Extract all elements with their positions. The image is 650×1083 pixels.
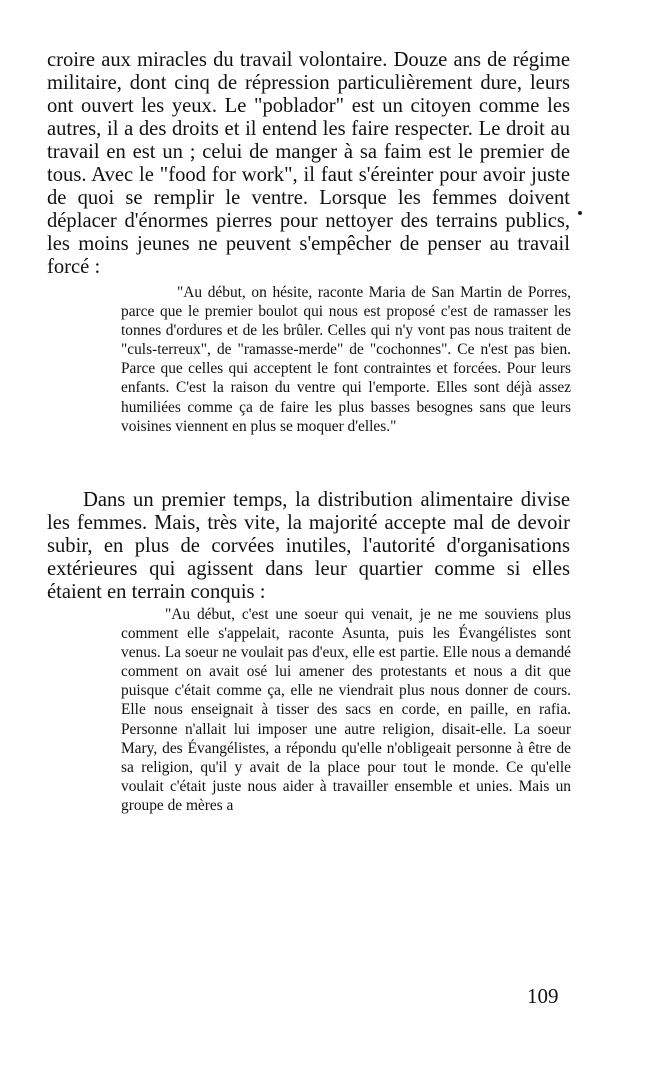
bullet-mark	[578, 211, 582, 215]
page-number: 109	[527, 984, 559, 1008]
block-quote-2: "Au début, c'est une soeur qui venait, je ne me souviens plus comment elle s'appelait, raconte Asunta, puis les Évangélistes sont venus. La soeur ne voulait pas d'eux, elle est partie. Elle nous a demandé comment on avait osé lui amener des protestants et nous a dit que puisque c'était comme ça, elle ne viendrait plus nous donner de cours. Elle nous enseignait à tisser des sacs en corde, en paille, en rafia. Personne n'allait lui imposer une autre religion, disait-elle. La soeur Mary, des Évangélistes, a répondu qu'elle n'obligeait personne à être de sa religion, qu'il y avait de la place pour tout le monde. Ce qu'elle voulait c'était juste nous aider à travailler ensemble et unies. Mais un groupe de mères a	[121, 606, 571, 814]
body-paragraph-2: Dans un premier temps, la distribution alimentaire divise les femmes. Mais, très vite, la majorité accepte mal de devoir subir, en plus de corvées inutiles, l'autorité d'organisations extérieures qui agissent dans leur quartier comme si elles étaient en terrain conquis :	[47, 489, 570, 603]
body-paragraph-1: croire aux miracles du travail volontaire. Douze ans de régime militaire, dont cinq de répression particulièrement dure, leurs ont ouvert les yeux. Le "poblador" est un citoyen comme les autres, il a des droits et il entend les faire respecter. Le droit au travail en est un ; celui de manger à sa faim est le premier de tous. Avec le "food for work", il faut s'éreinter pour avoir juste de quoi se remplir le ventre. Lorsque les femmes doivent déplacer d'énormes pierres pour nettoyer des terrains publics, les moins jeunes ne peuvent s'empêcher de penser au travail forcé :	[47, 49, 570, 278]
block-quote-1: "Au début, on hésite, raconte Maria de San Martin de Porres, parce que le premier boulot qui nous est proposé c'est de ramasser les tonnes d'ordures et de les brûler. Celles qui n'y vont pas nous traitent de "culs-terreux", de "ramasse-merde" de "cochonnes". Ce n'est pas bien. Parce que celles qui acceptent le font contraintes et forcées. Pour leurs enfants. C'est la raison du ventre qui l'emporte. Elles sont déjà assez humiliées comme ça de faire les plus basses besognes sans que leurs voisines viennent en plus se moquer d'elles."	[121, 284, 571, 435]
